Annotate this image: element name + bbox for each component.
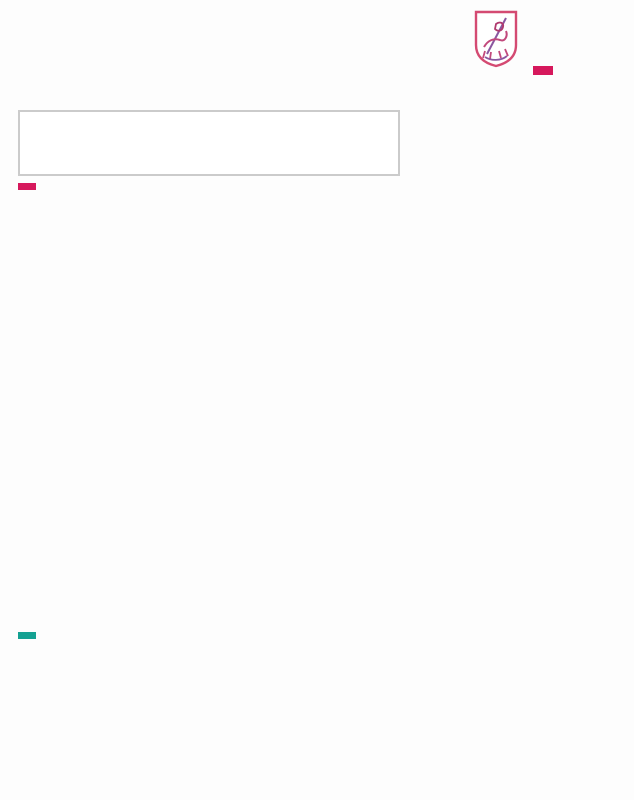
summary-cases xyxy=(32,112,154,174)
cases-chart-badge xyxy=(18,183,36,190)
summary-recovered xyxy=(154,112,258,174)
summary-box xyxy=(18,110,400,176)
moscow-coat-of-arms-icon xyxy=(473,9,519,69)
date-badge xyxy=(533,66,553,75)
summary-deaths xyxy=(258,112,368,174)
recovered-chart-badge xyxy=(18,632,36,639)
